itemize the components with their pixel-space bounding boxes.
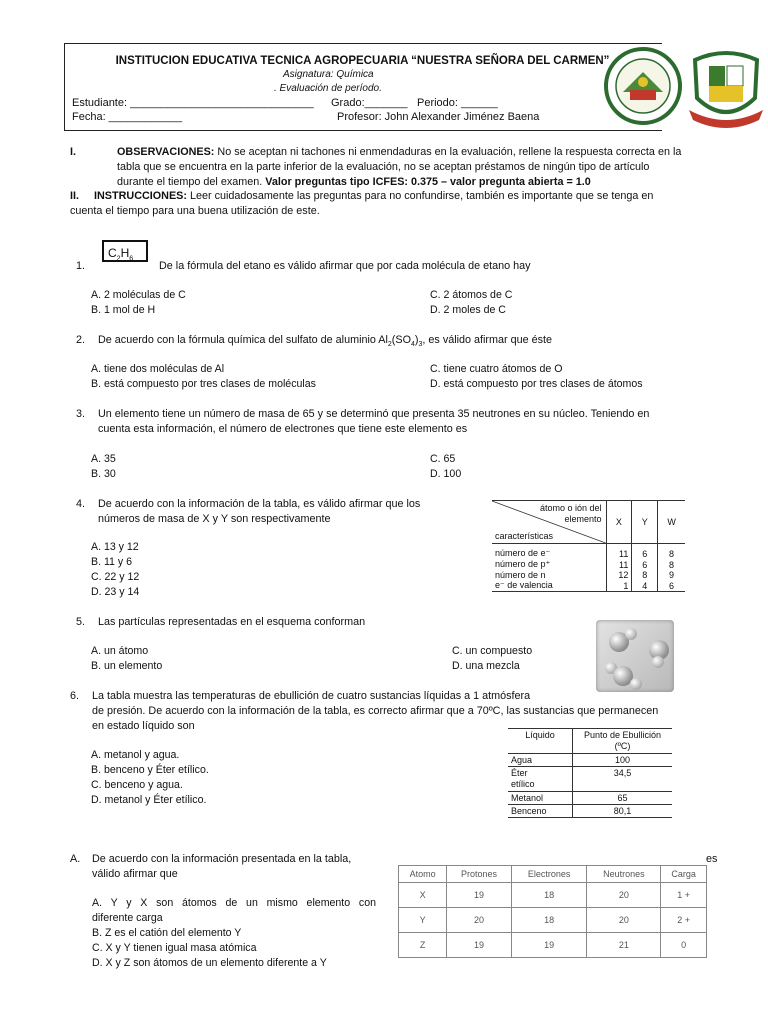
q6-option-d: D. metanol y Éter etílico. <box>91 794 207 806</box>
q2-option-b: B. está compuesto por tres clases de moléculas <box>91 378 316 390</box>
student-field: Estudiante: ______________________________ <box>72 97 314 109</box>
q1-text: De la fórmula del etano es válido afirmar que por cada molécula de etano hay <box>159 260 531 272</box>
q1-option-a: A. 2 moléculas de C <box>91 289 186 301</box>
table-row: Éter etílico 34,5 <box>508 767 672 792</box>
q7-option-d: D. X y Z son átomos de un elemento diferente a Y <box>92 957 327 969</box>
q7-header-atomo: Atomo <box>399 866 447 883</box>
table-row: Z 19 19 21 0 <box>399 933 707 958</box>
teacher: Profesor: John Alexander Jiménez Baena <box>337 111 540 123</box>
q6-text2: de presión. De acuerdo con la información de la tabla, es correcto afirmar que a 70ºC, las sustancias que permanecen <box>92 705 659 717</box>
obs-values: Valor preguntas tipo ICFES: 0.375 – valor pregunta abierta = 1.0 <box>265 176 591 188</box>
school-seal-logo <box>603 46 683 126</box>
q4-corner-top2: elemento <box>564 514 602 524</box>
date-field: Fecha: ____________ <box>72 111 183 123</box>
q2-option-d: D. está compuesto por tres clases de átomos <box>430 378 643 390</box>
q5-number: 5. <box>76 616 86 628</box>
q4-table-corner <box>492 501 606 544</box>
q4-option-c: C. 22 y 12 <box>91 571 140 583</box>
q7-text1: De acuerdo con la información presentada en la tabla, <box>92 853 352 865</box>
q5-option-d: D. una mezcla <box>452 660 520 672</box>
q2-option-c: C. tiene cuatro átomos de O <box>430 363 563 375</box>
inst-text1: Leer cuidadosamente las preguntas para no confundirse, también es importante que se tenga en <box>186 190 654 202</box>
q7-option-b: B. Z es el catión del elemento Y <box>92 927 242 939</box>
q6-text1: La tabla muestra las temperaturas de ebullición de cuatro sustancias líquidas a 1 atmósfera <box>92 690 531 702</box>
obs-line1 <box>117 145 721 160</box>
q6-option-b: B. benceno y Éter etílico. <box>91 764 209 776</box>
school-name: INSTITUCION EDUCATIVA TECNICA AGROPECUARIA “NUESTRA SEÑORA DEL CARMEN” <box>115 55 610 67</box>
q1-number: 1. <box>76 260 86 272</box>
q3-text2: cuenta esta información, el número de electrones que tiene este elemento es <box>98 423 468 435</box>
q7-table <box>398 865 707 958</box>
q5-text: Las partículas representadas en el esquema conforman <box>98 616 366 628</box>
period-field: Periodo: ______ <box>417 97 498 109</box>
q4-option-d: D. 23 y 14 <box>91 586 140 598</box>
q2-number: 2. <box>76 334 86 346</box>
q5-option-c: C. un compuesto <box>452 645 533 657</box>
q4-text1: De acuerdo con la información de la tabla, es válido afirmar que los <box>98 498 421 510</box>
q6-text3: en estado líquido son <box>92 720 195 732</box>
q4-text2: números de masa de X y Y son respectivamente <box>98 513 331 525</box>
q1-option-b: B. 1 mol de H <box>91 304 156 316</box>
inst-line1 <box>94 189 722 204</box>
q7-text1-end: es <box>706 853 718 865</box>
obs-text3: durante el tiempo del examen. <box>117 176 266 188</box>
q7-number: A. <box>70 853 81 865</box>
table-row: e⁻ de valencia 1 4 6 <box>492 580 685 592</box>
q4-option-a: A. 13 y 12 <box>91 541 139 553</box>
molecule-diagram <box>596 620 674 692</box>
inst-number: II. <box>70 190 79 202</box>
subject: Asignatura: Química <box>283 69 374 80</box>
q3-option-c: C. 65 <box>430 453 456 465</box>
q3-option-d: D. 100 <box>430 468 462 480</box>
q6-number: 6. <box>70 690 80 702</box>
table-row: Metanol 65 <box>508 792 672 805</box>
q6-header-boil: Punto de Ebullición (ºC) <box>583 730 662 751</box>
obs-text2: tabla que se encuentra en la parte inferior de la evaluación, no se aceptan préstamos de ningún tipo de artículo <box>117 161 650 173</box>
q4-number: 4. <box>76 498 86 510</box>
table-row: Y 20 18 20 2 + <box>399 908 707 933</box>
q7-header-protones: Protones <box>447 866 512 883</box>
obs-number: I. <box>70 146 76 158</box>
q7-option-a-line1: A. Y y X son átomos de un mismo elemento con <box>92 897 376 909</box>
q1-option-c: C. 2 átomos de C <box>430 289 513 301</box>
obs-text1: No se aceptan ni tachones ni enmendaduras en la evaluación, rellene la respuesta correcta en la <box>214 146 682 158</box>
q3-text1: Un elemento tiene un número de masa de 65 y se determinó que presenta 35 neutrones en su núcleo. Teniendo en <box>98 408 650 420</box>
table-row: Agua 100 <box>508 754 672 767</box>
q1-option-d: D. 2 moles de C <box>430 304 506 316</box>
q4-col-y: Y <box>632 501 658 544</box>
table-row: número de n 12 8 9 <box>492 570 685 580</box>
table-row: número de e⁻ 11 6 8 <box>492 544 685 560</box>
q4-corner-top1: átomo o ión del <box>539 503 602 513</box>
q5-option-a: A. un átomo <box>91 645 149 657</box>
q4-table <box>492 500 685 592</box>
q4-option-b: B. 11 y 6 <box>91 556 133 568</box>
grade-field: Grado:_______ <box>331 97 408 109</box>
q4-corner-bottom: características <box>495 531 554 541</box>
q7-option-c: C. X y Y tienen igual masa atómica <box>92 942 257 954</box>
atom-sphere <box>652 656 664 668</box>
q7-header-electrones: Electrones <box>511 866 587 883</box>
table-row: número de p⁺ 11 6 8 <box>492 559 685 570</box>
obs-line3 <box>117 175 591 190</box>
q2-option-a: A. tiene dos moléculas de Al <box>91 363 225 375</box>
q6-option-a: A. metanol y agua. <box>91 749 180 761</box>
ethane-formula-box: $C_2H_6$ <box>102 240 148 262</box>
q3-option-a: A. 35 <box>91 453 116 465</box>
q6-header-liquid: Líquido <box>508 729 573 754</box>
evaluation-type: . Evaluación de período. <box>274 83 382 94</box>
inst-title: INSTRUCCIONES: <box>94 190 187 202</box>
table-row: Benceno 80,1 <box>508 805 672 818</box>
q6-option-c: C. benceno y agua. <box>91 779 183 791</box>
table-row: X 19 18 20 1 + <box>399 883 707 908</box>
q7-header-neutrones: Neutrones <box>587 866 661 883</box>
q7-header-carga: Carga <box>661 866 707 883</box>
q7-option-a-line2: diferente carga <box>92 912 163 924</box>
q3-number: 3. <box>76 408 86 420</box>
obs-title: OBSERVACIONES: <box>117 146 215 158</box>
atom-sphere <box>625 628 637 640</box>
q5-option-b: B. un elemento <box>91 660 163 672</box>
inst-text2: cuenta el tiempo para una buena utilización de este. <box>70 205 320 217</box>
q6-table <box>508 728 672 818</box>
q4-col-x: X <box>606 501 632 544</box>
q7-text2: válido afirmar que <box>92 868 178 880</box>
atom-sphere <box>630 678 642 690</box>
school-shield-logo <box>683 46 768 132</box>
q3-option-b: B. 30 <box>91 468 116 480</box>
q4-col-w: W <box>658 501 685 544</box>
q2-text: De acuerdo con la fórmula química del sulfato de aluminio $Al_2(SO_4)_3$, es válido afirmar que éste <box>98 334 553 349</box>
